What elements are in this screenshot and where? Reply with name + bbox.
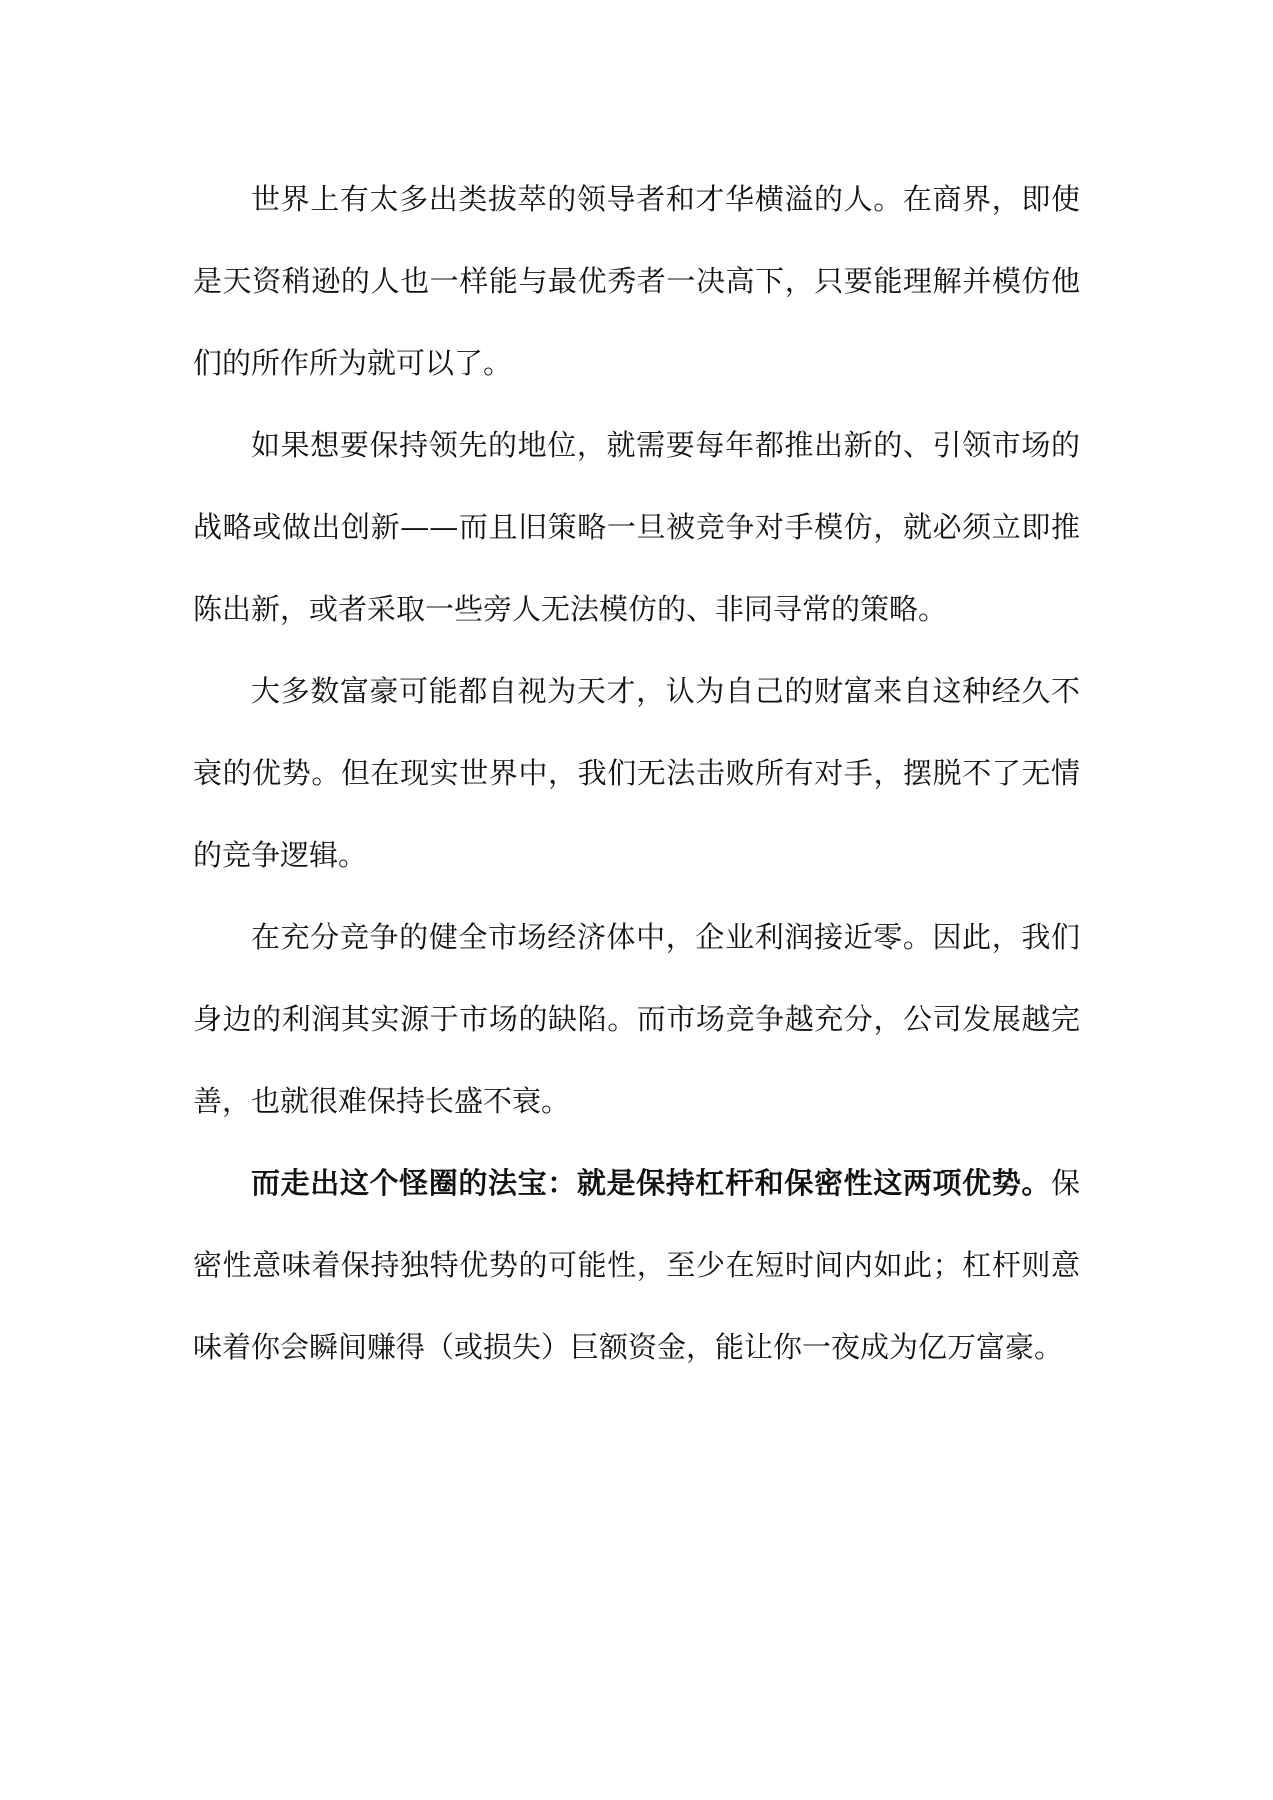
paragraph-1: 世界上有太多出类拔萃的领导者和才华横溢的人。在商界，即使是天资稍逊的人也一样能与最优秀者一决高下，只要能理解并模仿他们的所作所为就可以了。 bbox=[193, 182, 1080, 380]
paragraph-3: 大多数富豪可能都自视为天才，认为自己的财富来自这种经久不衰的优势。但在现实世界中，我们无法击败所有对手，摆脱不了无情的竞争逻辑。 bbox=[193, 674, 1080, 872]
document-body bbox=[193, 158, 1080, 1388]
paragraph-2: 如果想要保持领先的地位，就需要每年都推出新的、引领市场的战略或做出创新——而且旧策略一旦被竞争对手模仿，就必须立即推陈出新，或者采取一些旁人无法模仿的、非同寻常的策略。 bbox=[193, 428, 1080, 626]
paragraph-5-body: 保密性意味着保持独特优势的可能性，至少在短时间内如此；杠杆则意味着你会瞬间赚得（或损失）巨额资金，能让你一夜成为亿万富豪。 bbox=[193, 1166, 1080, 1364]
paragraph-5 bbox=[193, 1142, 1080, 1388]
paragraph-5-bold-lead: 而走出这个怪圈的法宝：就是保持杠杆和保密性这两项优势。 bbox=[251, 1166, 1051, 1200]
paragraph-4: 在充分竞争的健全市场经济体中，企业利润接近零。因此，我们身边的利润其实源于市场的缺陷。而市场竞争越充分，公司发展越完善，也就很难保持长盛不衰。 bbox=[193, 920, 1080, 1118]
